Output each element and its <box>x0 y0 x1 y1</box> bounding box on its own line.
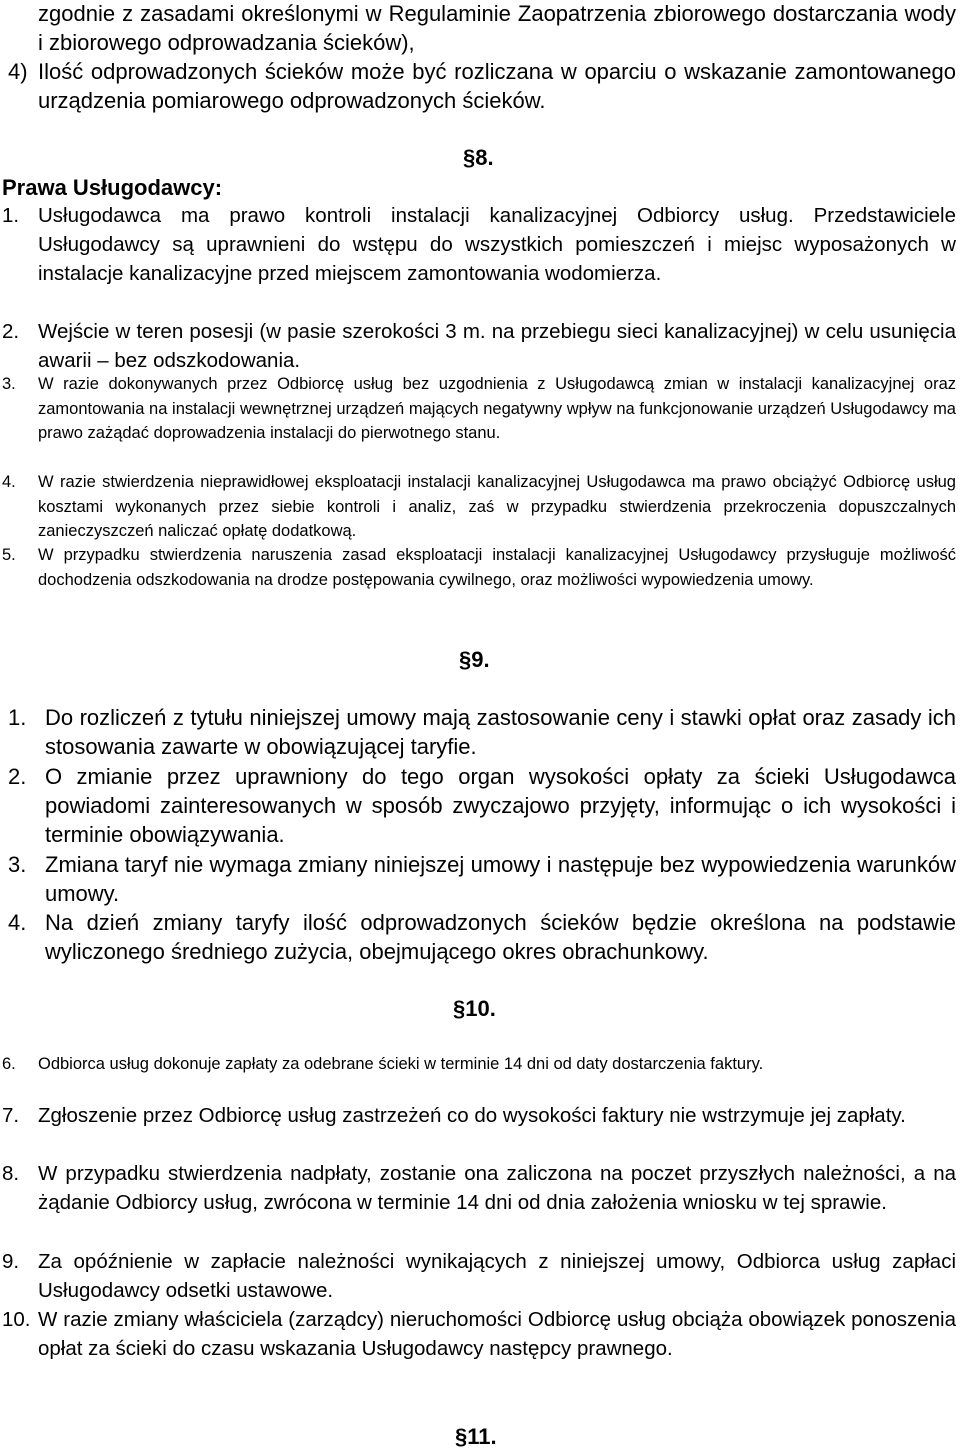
s8-item-1 <box>2 201 956 288</box>
list-text: Usługodawca ma prawo kontroli instalacji kanalizacyjnej Odbiorcy usług. Przedstawiciele Usługodawcy są uprawnieni do wstępu do wszystkich pomieszczeń i miejsc wyposażonych w instalacje kanalizacyjne przed miejscem zamontowania wodomierza. <box>38 204 956 285</box>
s9-item-3 <box>8 850 956 908</box>
s8-item-3 <box>2 372 956 446</box>
list-number: 8. <box>2 1162 20 1185</box>
list-text: W razie zmiany właściciela (zarządcy) nieruchomości Odbiorcę usług obciąża obowiązek ponoszenia opłat za ścieki do czasu wskazania Usługodawcy następcy prawnego. <box>38 1308 956 1360</box>
list-text: W przypadku stwierdzenia nadpłaty, zostanie ona zaliczona na poczet przyszłych należności, a na żądanie Odbiorcy usług, zwrócona w terminie 14 dni od dnia założenia wniosku w tej sprawie. <box>38 1162 956 1214</box>
list-text: O zmianie przez uprawniony do tego organ wysokości opłaty za ścieki Usługodawca powiadomi zainteresowanych w sposób zwyczajowo przyjęty, informując o ich wysokości i terminie obowiązywania. <box>45 764 956 847</box>
s10-item-7 <box>2 1101 956 1130</box>
s10-item-9 <box>2 1247 956 1305</box>
s8-item-4 <box>2 470 956 544</box>
list-number: 10. <box>2 1308 31 1331</box>
s10-item-6 <box>2 1052 956 1077</box>
section-9-mark: §9. <box>459 647 490 672</box>
list-text: Zmiana taryf nie wymaga zmiany niniejszej umowy i następuje bez wypowiedzenia warunków umowy. <box>45 852 956 906</box>
s9-item-4 <box>8 908 956 966</box>
list-number: 1. <box>8 705 27 730</box>
s10-item-10 <box>2 1305 956 1363</box>
list-number: 4. <box>2 473 16 491</box>
section-10-mark: §10. <box>453 996 496 1021</box>
section-11-mark: §11. <box>455 1424 497 1449</box>
list-number: 6. <box>2 1055 16 1073</box>
list-number: 7. <box>2 1104 20 1127</box>
list-text: Ilość odprowadzonych ścieków może być rozliczana w oparciu o wskazanie zamontowanego urządzenia pomiarowego odprowadzonych ścieków. <box>38 59 956 113</box>
list-text: W przypadku stwierdzenia naruszenia zasad eksploatacji instalacji kanalizacyjnej Usługodawcy przysługuje możliwość dochodzenia odszkodowania na drodze postępowania cywilnego, oraz możliwości wypowiedzenia umowy. <box>38 546 956 589</box>
s8-item-5 <box>2 543 956 592</box>
list-number: 9. <box>2 1250 20 1273</box>
list-text: W razie dokonywanych przez Odbiorcę usług bez uzgodnienia z Usługodawcą zmian w instalacji kanalizacyjnej oraz zamontowania na instalacji wewnętrznej urządzeń mających negatywny wpływ na funkcjonowanie urządzeń Usługodawcy ma prawo zażądać doprowadzenia instalacji do pierwotnego stanu. <box>38 375 956 442</box>
s9-item-1 <box>8 703 956 761</box>
list-number: 3. <box>8 852 27 877</box>
list-number: 2. <box>2 320 20 343</box>
list-number: 2. <box>8 764 27 789</box>
s8-item-2 <box>2 317 956 375</box>
intro-item-4 <box>8 57 956 115</box>
list-number: 4. <box>8 910 27 935</box>
list-text: Wejście w teren posesji (w pasie szerokości 3 m. na przebiegu sieci kanalizacyjnej) w celu usunięcia awarii – bez odszkodowania. <box>38 320 956 372</box>
section-8-heading: Prawa Usługodawcy: <box>2 175 223 200</box>
s10-item-8 <box>2 1159 956 1217</box>
list-text: Na dzień zmiany taryfy ilość odprowadzonych ścieków będzie określona na podstawie wyliczonego średniego zużycia, obejmującego okres obrachunkowy. <box>45 910 956 964</box>
list-text: Za opóźnienie w zapłacie należności wynikających z niniejszej umowy, Odbiorca usług zapłaci Usługodawcy odsetki ustawowe. <box>38 1250 956 1302</box>
list-number: 1. <box>2 204 20 227</box>
list-number: 5. <box>2 546 16 564</box>
section-8-mark: §8. <box>463 145 494 170</box>
s9-item-2 <box>8 762 956 849</box>
list-text: Do rozliczeń z tytułu niniejszej umowy mają zastosowanie ceny i stawki opłat oraz zasady ich stosowania zawarte w obowiązującej taryfie. <box>45 705 956 759</box>
intro-continuation: zgodnie z zasadami określonymi w Regulaminie Zaopatrzenia zbiorowego dostarczania wody i zbiorowego odprowadzania ścieków), <box>38 1 956 55</box>
list-text: Zgłoszenie przez Odbiorcę usług zastrzeżeń co do wysokości faktury nie wstrzymuje jej zapłaty. <box>38 1104 906 1127</box>
list-number: 3. <box>2 375 16 393</box>
list-number: 4) <box>8 59 28 84</box>
list-text: Odbiorca usług dokonuje zapłaty za odebrane ścieki w terminie 14 dni od daty dostarczenia faktury. <box>38 1055 764 1073</box>
list-text: W razie stwierdzenia nieprawidłowej eksploatacji instalacji kanalizacyjnej Usługodawca ma prawo obciążyć Odbiorcę usług kosztami wykonanych przez siebie kontroli i analiz, zaś w przypadku stwierdzenia przekroczenia dopuszczalnych zanieczyszczeń naliczać opłatę dodatkową. <box>38 473 956 540</box>
